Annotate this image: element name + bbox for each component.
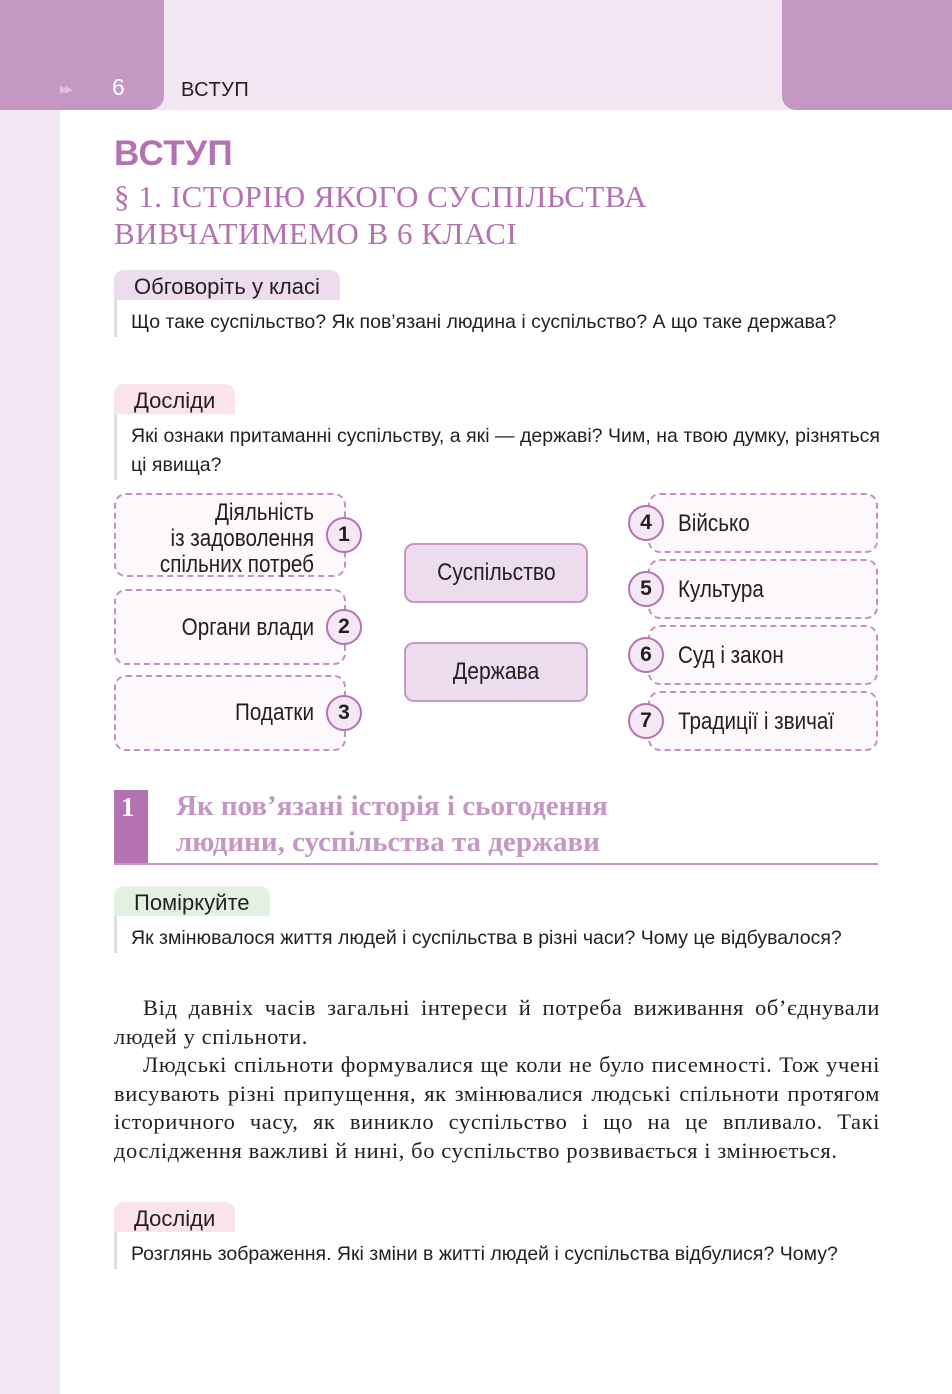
task-research <box>114 384 880 480</box>
item-number-badge: 2 <box>326 609 362 645</box>
task-label: Досліди <box>114 1202 235 1232</box>
task-think <box>114 886 880 953</box>
section-number: 1 <box>114 790 148 864</box>
item-number-badge: 7 <box>628 703 664 739</box>
item-number-badge: 4 <box>628 505 664 541</box>
header-page-tab <box>0 0 164 110</box>
task-text: Які ознаки притаманні суспільству, а які — державі? Чим, на твою думку, різняться ці явища? <box>114 414 880 480</box>
diagram-item-label: Органи влади <box>181 614 314 641</box>
running-head: ВСТУП <box>181 79 250 101</box>
diagram-item-label: Військо <box>678 510 750 537</box>
page-number: 6 <box>112 74 125 100</box>
diagram-item-label: Традиції і звичаї <box>678 708 835 735</box>
section-title: Як пов’язані історія і сьогодення людини, суспільства та держави <box>176 790 608 858</box>
page-margin-strip <box>0 0 60 1394</box>
task-label: Обговоріть у класі <box>114 270 340 300</box>
task-text: Що таке суспільство? Як пов’язані людина і суспільство? А що таке держава? <box>114 300 880 337</box>
diagram-item-label: Діяльність із задоволення спільних потреб <box>159 499 314 578</box>
task-discuss <box>114 270 880 337</box>
double-arrow-icon: ▸▸ <box>60 79 71 98</box>
chapter-title: ВСТУП <box>114 134 234 173</box>
paragraph-title-line: ВИВЧАТИМЕМО В 6 КЛАСІ <box>114 216 518 251</box>
category-state: Держава <box>404 642 588 702</box>
body-text <box>114 994 880 1165</box>
item-number-badge: 5 <box>628 571 664 607</box>
paragraph: Від давніх часів загальні інтереси й потреба виживання об’єднували людей у спільноти. <box>114 995 880 1049</box>
diagram-item-label: Податки <box>235 699 314 726</box>
header-corner-tab <box>782 0 952 110</box>
item-number-badge: 1 <box>326 517 362 553</box>
item-number-badge: 3 <box>326 695 362 731</box>
task-text: Розглянь зображення. Які зміни в житті людей і суспільства відбулися? Чому? <box>114 1232 880 1269</box>
diagram-item-label: Культура <box>678 576 764 603</box>
paragraph-title-line: § 1. ІСТОРІЮ ЯКОГО СУСПІЛЬСТВА <box>114 179 647 214</box>
section-divider <box>114 863 878 865</box>
paragraph-title <box>114 178 814 252</box>
item-number-badge: 6 <box>628 637 664 673</box>
task-label: Поміркуйте <box>114 886 270 916</box>
paragraph: Людські спільноти формувалися ще коли не було писемності. Тож учені висувають різні припущення, як змінювалися людські спільноти протягом історичного часу, як виникло суспільство і що на це впливало. Такі дослідження важливі й нині, бо суспільство розвивається і змінюється. <box>114 1052 880 1163</box>
task-research-images <box>114 1202 880 1269</box>
task-label: Досліди <box>114 384 235 414</box>
task-text: Як змінювалося життя людей і суспільства в різні часи? Чому це відбувалося? <box>114 916 880 953</box>
category-society: Суспільство <box>404 543 588 603</box>
diagram-item-label: Суд і закон <box>678 642 784 669</box>
